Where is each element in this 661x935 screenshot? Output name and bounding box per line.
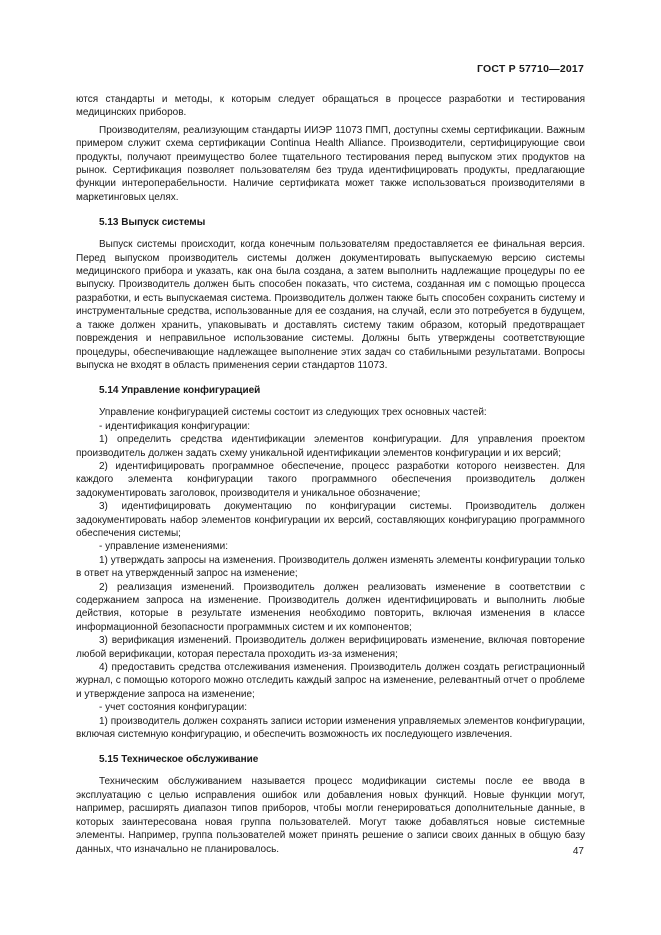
list-item: 1) производитель должен сохранять записи истории изменения управляемых элементов конфигурации, включая системную конфигурацию, и обеспечить возможность их последующего извлечения. [76, 715, 585, 741]
list-item: 1) утверждать запросы на изменения. Производитель должен изменять элементы конфигурации только в ответ на утвержденный запрос на изменение; [76, 554, 585, 580]
heading-5-14: 5.14 Управление конфигурацией [99, 385, 261, 397]
list-item: 3) идентифицировать документацию по конфигурации системы. Производитель должен задокументировать набор элементов конфигурации их версий, составляющих конфигурацию программного обеспечения системы; [76, 501, 585, 539]
document-body [76, 93, 585, 856]
paragraph-intro-continuation: ются стандарты и методы, к которым следует обращаться в процессе разработки и тестирования медицинских приборов. [76, 94, 585, 119]
config-intro: Управление конфигурацией системы состоит из следующих трех основных частей: [99, 407, 487, 419]
list-item: 2) идентифицировать программное обеспечение, процесс разработки которого неизвестен. Для каждого элемента конфигурации такого программного обеспечения производитель должен задокументировать заголовок, производителя и уникальное обозначение; [76, 460, 585, 499]
paragraph-maintenance: Техническим обслуживанием называется процесс модификации системы после ее ввода в эксплуатацию с целью исправления ошибок или добавления новых функций. Новые функции могут, например, расширять диапазон типов приборов, чтобы могли генерироваться дополнительные данные, в которых заинтересована новая группа пользователей. Могут также добавляться новые системные элементы. Например, группа пользователей может принять решение о записи своих данных в общую базу данных, что изначально не планировалось. [76, 776, 585, 855]
list-item: 1) определить средства идентификации элементов конфигурации. Для управления проектом производитель должен задать схему уникальной идентификации элементов конфигурации и их версий; [76, 434, 585, 459]
paragraph-certification: Производителям, реализующим стандарты ИИЭР 11073 ПМП, доступны схемы сертификации. Важным примером служит схема сертификации Continua Health Alliance. Производители, сертифицирующие свои продукты, получают преимущество более тщательного тестирования перед выпуском этих продуктов на рынок. Сертификация позволяет пользователям без труда идентифицировать продукты, предлагающие функции интероперабельности. Наличие сертификата может также использоваться производителями в маркетинговых целях. [76, 124, 585, 203]
heading-5-15: 5.15 Техническое обслуживание [99, 754, 259, 766]
list-item: 4) предоставить средства отслеживания изменения. Производитель должен создать регистрационный журнал, с помощью которого можно отследить каждый запрос на изменение, релевантный отчет о проблеме и утверждение запроса на изменение; [76, 662, 585, 700]
list-heading-change-management: - управление изменениями: [99, 541, 229, 553]
list-item: 3) верификация изменений. Производитель должен верифицировать изменение, включая повторение любой верификации, которая перестала проходить из-за изменения; [76, 635, 585, 660]
standard-designation: ГОСТ Р 57710—2017 [476, 63, 584, 75]
paragraph-system-release: Выпуск системы происходит, когда конечным пользователям предоставляется ее финальная версия. Перед выпуском производитель системы должен документировать выпускаемую версию системы медицинского прибора и указать, как она была создана, а затем выполнить надлежащие процедуры по ее выпуску. Производитель должен быть способен показать, что система, созданная им с помощью процесса разработки, и есть выпускаемая система. Производитель должен также быть способен сохранить систему и инструментальные средства, использованные для ее создания, на случай, если это потребуется в будущем, а также должен хранить, упаковывать и доставлять систему таким образом, который предотвращает повреждения и неправильное использование системы. Должны быть утверждены соответствующие процедуры, обеспечивающие надлежащее выполнение этих задач со стабильными результатами. Вопросы выпуска не входят в область применения серии стандартов 11073. [76, 239, 585, 371]
list-heading-identification: - идентификация конфигурации: [99, 420, 250, 432]
heading-5-13: 5.13 Выпуск системы [99, 217, 206, 229]
list-item: 2) реализация изменений. Производитель должен реализовать изменение в соответствии с содержанием запроса на изменение. Производитель должен идентифицировать и выполнить любые действия, которые в результате изменения необходимо повторить, включая изменения в классе информационной безопасности программных систем и их компонентов; [76, 581, 585, 633]
list-heading-status-accounting: - учет состояния конфигурации: [99, 702, 248, 714]
page-number: 47 [572, 846, 584, 857]
